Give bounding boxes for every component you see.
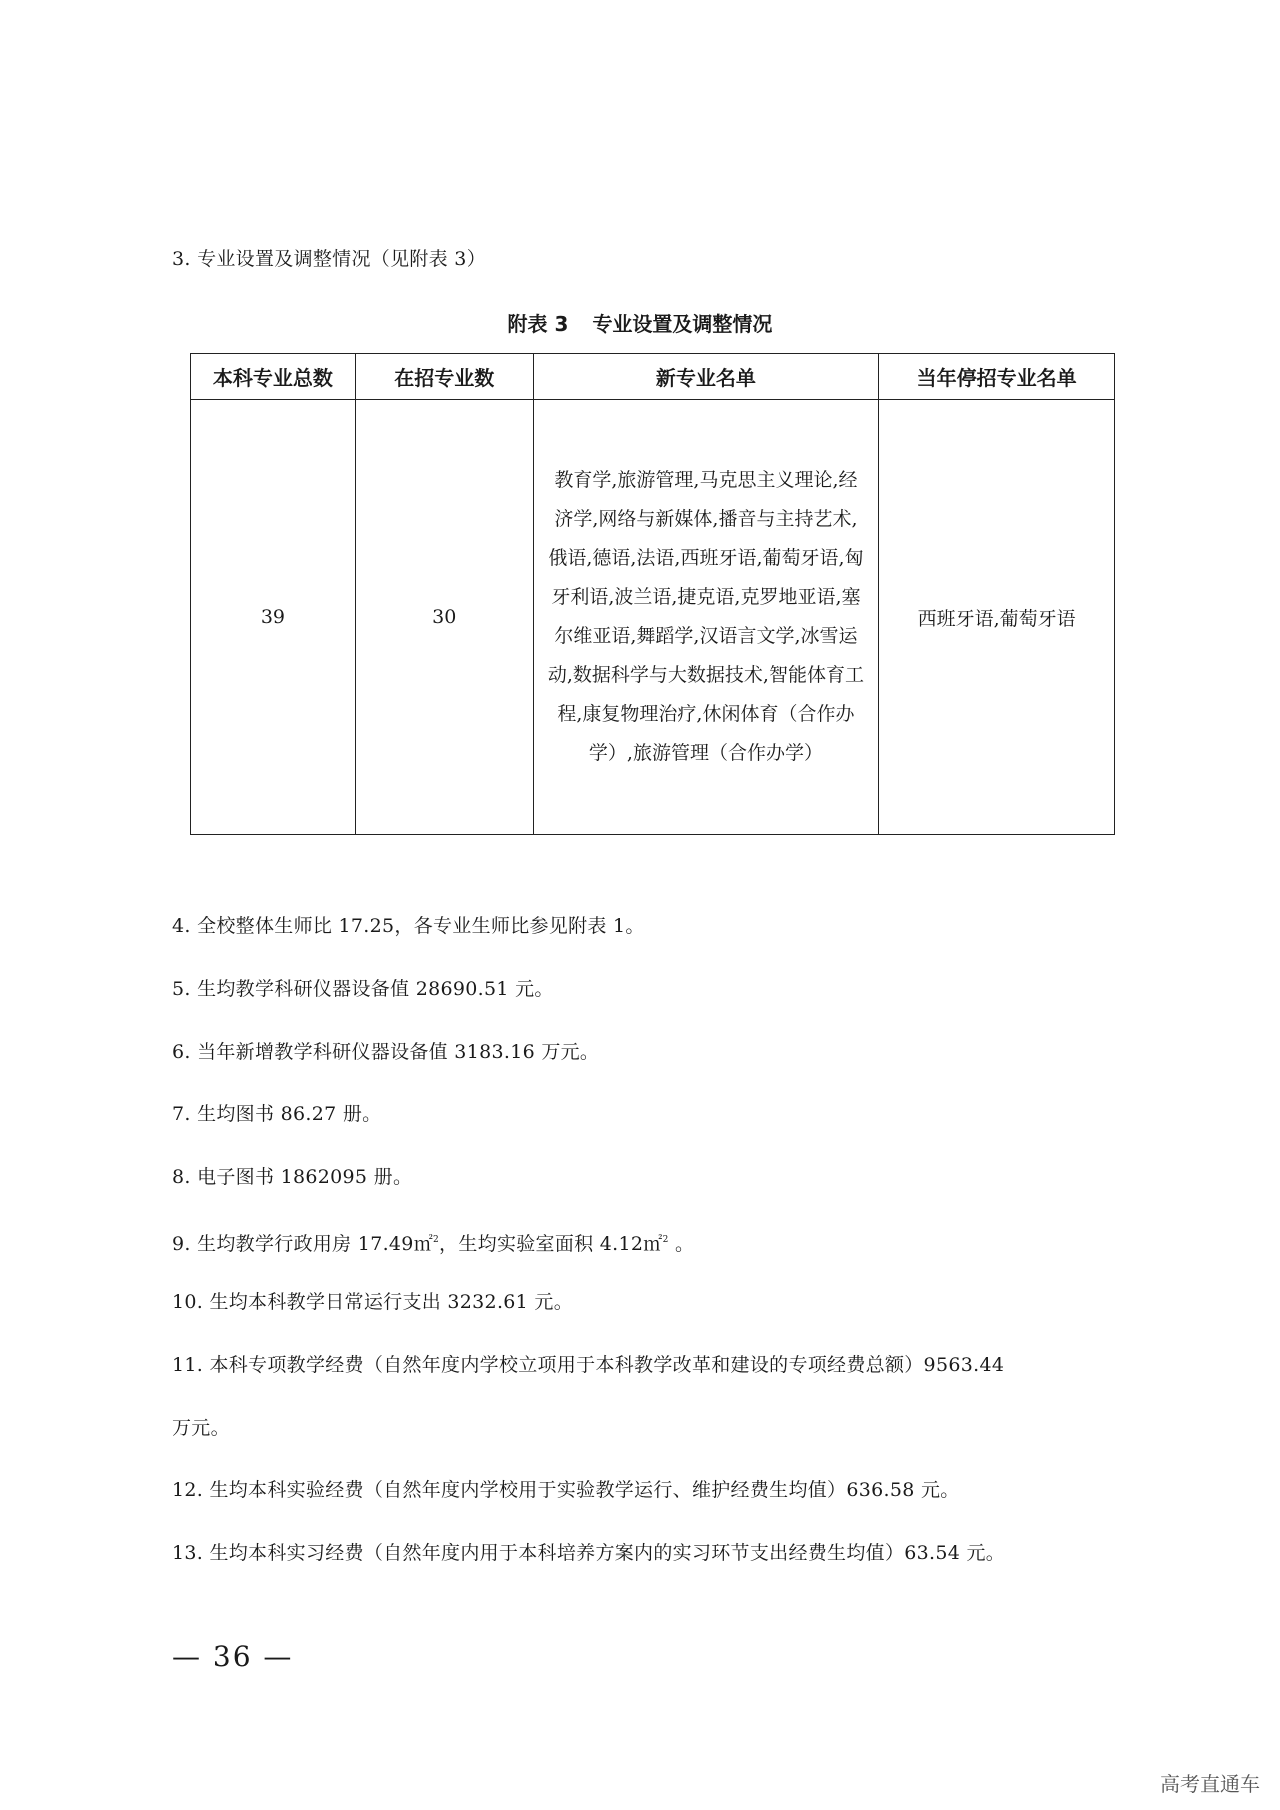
table-row <box>191 400 1115 835</box>
item-13: 13. 生均本科实习经费（自然年度内用于本科培养方案内的实习环节支出经费生均值）63.54 元。 <box>172 1542 1006 1564</box>
cell-recruiting-majors: 30 <box>355 400 533 835</box>
item-4: 4. 全校整体生师比 17.25，各专业生师比参见附表 1。 <box>172 915 645 937</box>
cell-stopped-majors-list: 西班牙语,葡萄牙语 <box>879 400 1115 835</box>
cell-total-majors: 39 <box>191 400 356 835</box>
item-11-line-2: 万元。 <box>172 1417 230 1439</box>
item-6: 6. 当年新增教学科研仪器设备值 3183.16 万元。 <box>172 1041 600 1063</box>
table-title <box>0 308 1280 337</box>
header-recruiting-majors: 在招专业数 <box>355 354 533 400</box>
header-total-majors: 本科专业总数 <box>191 354 356 400</box>
item-5: 5. 生均教学科研仪器设备值 28690.51 元。 <box>172 978 554 1000</box>
page-number: — 36 — <box>172 1640 294 1673</box>
item-11-line-1: 11. 本科专项教学经费（自然年度内学校立项用于本科教学改革和建设的专项经费总额）9563.44 <box>172 1354 1005 1376</box>
item-9-part-c: 。 <box>668 1233 695 1255</box>
item-9-part-b: ，生均实验室面积 4.12㎡ <box>439 1233 663 1255</box>
header-stopped-majors: 当年停招专业名单 <box>879 354 1115 400</box>
section-heading: 3. 专业设置及调整情况（见附表 3） <box>172 248 486 270</box>
header-new-majors: 新专业名单 <box>533 354 879 400</box>
item-8: 8. 电子图书 1862095 册。 <box>172 1166 413 1188</box>
cell-new-majors-list: 教育学,旅游管理,马克思主义理论,经济学,网络与新媒体,播音与主持艺术,俄语,德语,法语,西班牙语,葡萄牙语,匈牙利语,波兰语,捷克语,克罗地亚语,塞尔维亚语,舞蹈学,汉语言文学,冰雪运动,数据科学与大数据技术,智能体育工程,康复物理治疗,休闲体育（合作办学）,旅游管理（合作办学） <box>533 400 879 835</box>
table-header-row <box>191 354 1115 400</box>
major-settings-table <box>190 353 1115 835</box>
superscript-2: 2 <box>433 1235 440 1245</box>
item-10: 10. 生均本科教学日常运行支出 3232.61 元。 <box>172 1291 574 1313</box>
item-9 <box>172 1227 694 1257</box>
superscript-2: 2 <box>662 1235 669 1245</box>
item-7: 7. 生均图书 86.27 册。 <box>172 1103 382 1125</box>
table-title-name: 专业设置及调整情况 <box>592 312 773 336</box>
item-9-part-a: 9. 生均教学行政用房 17.49㎡ <box>172 1233 434 1255</box>
item-12: 12. 生均本科实验经费（自然年度内学校用于实验教学运行、维护经费生均值）636.58 元。 <box>172 1479 960 1501</box>
table-title-label: 附表 3 <box>507 312 569 336</box>
watermark: 高考直通车 <box>1160 1772 1260 1796</box>
